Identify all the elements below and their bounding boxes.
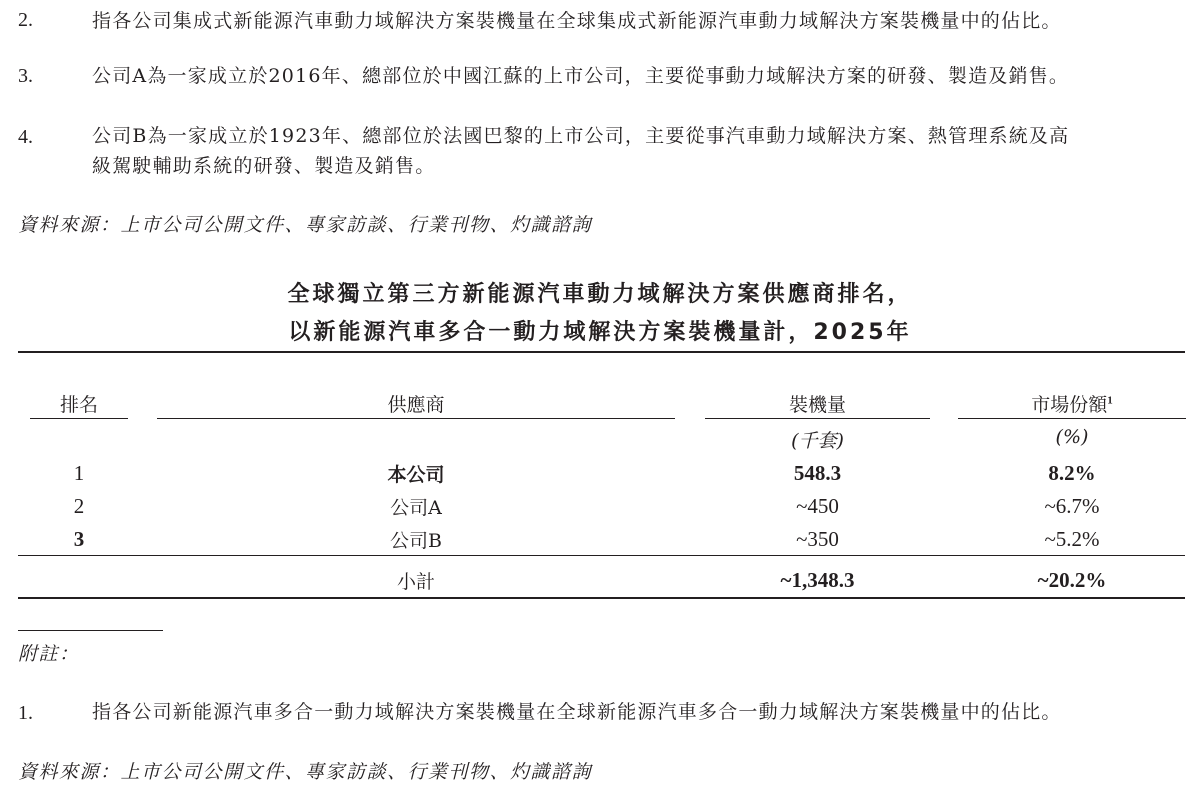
subtotal-top-rule [18,555,1185,556]
row-1-volume: 548.3 [793,461,842,485]
row-2-volume: ~450 [796,494,839,518]
subtotal-volume: ~1,348.3 [780,568,855,592]
subtotal-share: ~20.2% [1037,568,1107,592]
header-volume-underline [705,418,930,419]
row-2-supplier: 公司A [390,497,442,519]
unit-share: (%) [1055,426,1089,448]
table-title-line2: 以新能源汽車多合一動力域解決方案裝機量計，2025年 [288,320,912,345]
table-bottom-rule [18,597,1185,599]
row-3-rank: 3 [73,527,85,551]
footnote-separator [18,630,163,631]
header-share-underline [958,418,1186,419]
note-2-number: 2. [18,9,33,31]
row-3-share: ~5.2% [1044,527,1100,551]
header-rank-underline [30,418,128,419]
source-note-bottom: 資料來源：上市公司公開文件、專家訪談、行業刊物、灼識諮詢 [18,761,593,783]
note-4-text-line1: 公司B為一家成立於1923年、總部位於法國巴黎的上市公司，主要從事汽車動力域解決方案、熱管理系統及高 [92,125,1070,147]
header-market-share-label: 市場份額 [1031,394,1108,416]
row-1-rank: 1 [73,461,85,485]
header-market-share [958,390,1186,417]
note-3-number: 3. [18,65,33,87]
unit-volume: (千套) [791,430,844,452]
note-1-number: 1. [18,702,33,724]
note-2-text: 指各公司集成式新能源汽車動力域解決方案裝機量在全球集成式新能源汽車動力域解決方案裝機量中的佔比。 [92,10,1062,32]
row-1-share: 8.2% [1048,461,1096,485]
subtotal-label: 小計 [396,571,435,593]
table-top-rule [18,351,1185,353]
source-note-top: 資料來源：上市公司公開文件、專家訪談、行業刊物、灼識諮詢 [18,214,593,236]
row-1-supplier: 本公司 [387,464,445,486]
row-3-supplier: 公司B [390,530,442,552]
header-supplier-underline [157,418,675,419]
notes-label: 附註： [18,643,80,665]
table-title-line1: 全球獨立第三方新能源汽車動力域解決方案供應商排名， [287,282,913,307]
header-market-share-footnote: 1 [1107,394,1113,407]
note-1-text: 指各公司新能源汽車多合一動力域解決方案裝機量在全球新能源汽車多合一動力域解決方案裝機量中的佔比。 [92,701,1062,723]
row-3-volume: ~350 [796,527,839,551]
header-supplier: 供應商 [387,394,445,416]
row-2-rank: 2 [73,494,85,518]
header-volume: 裝機量 [788,394,846,416]
note-3-text: 公司A為一家成立於2016年、總部位於中國江蘇的上市公司，主要從事動力域解決方案的研發、製造及銷售。 [92,65,1070,87]
note-4-text-line2: 級駕駛輔助系統的研發、製造及銷售。 [92,155,436,177]
row-2-share: ~6.7% [1044,494,1100,518]
note-4-number: 4. [18,126,33,148]
header-rank: 排名 [59,394,98,416]
